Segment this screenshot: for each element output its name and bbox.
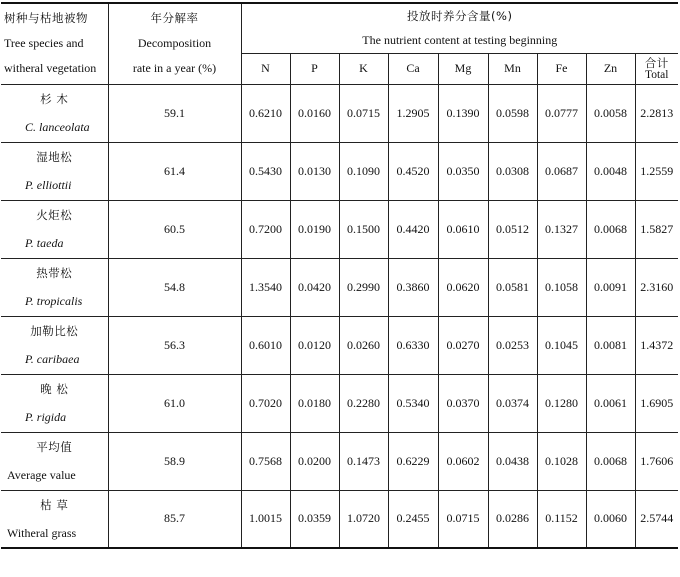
species-name-cell (1, 258, 108, 316)
element-header: Fe (537, 53, 586, 84)
nutrient-value-cell: 0.1327 (537, 200, 586, 258)
nutrient-value-cell: 0.0270 (438, 316, 488, 374)
nutrient-value-cell: 0.1500 (339, 200, 388, 258)
table-row (1, 374, 678, 432)
total-value-cell: 1.4372 (635, 316, 678, 374)
decomposition-rate-cell: 60.5 (108, 200, 241, 258)
species-header-en2: witheral vegetation (4, 61, 97, 76)
nutrient-value-cell: 0.0602 (438, 432, 488, 490)
nutrient-value-cell: 0.0286 (488, 490, 537, 548)
nutrient-value-cell: 1.0015 (241, 490, 290, 548)
nutrient-value-cell: 0.4420 (388, 200, 438, 258)
decomposition-rate-cell: 56.3 (108, 316, 241, 374)
element-header: Ca (388, 53, 438, 84)
nutrient-value-cell: 0.0160 (290, 84, 339, 142)
nutrient-value-cell: 0.6330 (388, 316, 438, 374)
nutrient-value-cell: 0.0068 (586, 432, 635, 490)
species-name-en: P. taeda (25, 236, 64, 250)
species-header-en1: Tree species and (4, 36, 84, 51)
nutrient-value-cell: 0.0190 (290, 200, 339, 258)
table-row (1, 316, 678, 374)
species-name-en: P. tropicalis (25, 294, 83, 308)
nutrient-value-cell: 0.0130 (290, 142, 339, 200)
rate-header-en2: rate in a year (%) (132, 61, 217, 76)
nutrient-header-cn: 投放时养分含量(%) (241, 3, 678, 28)
nutrient-value-cell: 0.7200 (241, 200, 290, 258)
species-name-en: P. caribaea (25, 352, 80, 366)
species-name-en: Witheral grass (7, 525, 77, 540)
species-name-cell (1, 432, 108, 490)
nutrient-value-cell: 0.0253 (488, 316, 537, 374)
nutrient-value-cell: 0.0068 (586, 200, 635, 258)
nutrient-value-cell: 0.0777 (537, 84, 586, 142)
nutrient-value-cell: 0.2455 (388, 490, 438, 548)
decomposition-rate-cell: 59.1 (108, 84, 241, 142)
nutrient-value-cell: 0.0120 (290, 316, 339, 374)
species-name-cn: 热带松 (36, 266, 73, 280)
nutrient-value-cell: 0.1058 (537, 258, 586, 316)
table-row (1, 258, 678, 316)
nutrient-value-cell: 0.0687 (537, 142, 586, 200)
species-name-cell (1, 490, 108, 548)
nutrient-value-cell: 0.1152 (537, 490, 586, 548)
decomposition-rate-cell: 61.0 (108, 374, 241, 432)
element-header: K (339, 53, 388, 84)
total-value-cell: 2.3160 (635, 258, 678, 316)
nutrient-value-cell: 0.0260 (339, 316, 388, 374)
nutrient-value-cell: 0.0370 (438, 374, 488, 432)
total-header-cn: 合计 (644, 55, 669, 70)
species-header-cn: 树种与枯地被物 (4, 11, 88, 26)
total-value-cell: 1.6905 (635, 374, 678, 432)
nutrient-value-cell: 0.7568 (241, 432, 290, 490)
decomposition-rate-cell: 61.4 (108, 142, 241, 200)
species-name-en: P. rigida (25, 410, 67, 424)
nutrient-value-cell: 0.3860 (388, 258, 438, 316)
nutrient-header-en: The nutrient content at testing beginning (241, 28, 678, 53)
nutrient-value-cell: 0.6210 (241, 84, 290, 142)
total-value-cell: 1.7606 (635, 432, 678, 490)
species-name-en: Average value (7, 468, 76, 482)
table-row (1, 200, 678, 258)
nutrient-value-cell: 0.0420 (290, 258, 339, 316)
species-name-en: C. lanceolata (25, 120, 90, 134)
nutrient-value-cell: 0.0715 (438, 490, 488, 548)
nutrient-value-cell: 0.0715 (339, 84, 388, 142)
table-body (1, 3, 678, 548)
nutrient-value-cell: 0.6229 (388, 432, 438, 490)
total-value-cell: 1.5827 (635, 200, 678, 258)
table-wrapper (1, 2, 678, 549)
total-value-cell: 2.5744 (635, 490, 678, 548)
decomposition-rate-cell: 54.8 (108, 258, 241, 316)
species-name-cn: 平均值 (36, 440, 73, 454)
nutrient-value-cell: 0.1090 (339, 142, 388, 200)
nutrient-value-cell: 0.0374 (488, 374, 537, 432)
element-header: Zn (586, 53, 635, 84)
species-name-cell (1, 200, 108, 258)
nutrient-value-cell: 0.0200 (290, 432, 339, 490)
table-row (1, 142, 678, 200)
nutrient-value-cell: 0.0091 (586, 258, 635, 316)
element-header: P (290, 53, 339, 84)
nutrient-table (1, 2, 678, 549)
species-name-cell (1, 142, 108, 200)
table-row (1, 84, 678, 142)
species-name-cell (1, 374, 108, 432)
nutrient-value-cell: 1.3540 (241, 258, 290, 316)
species-name-cn: 加勒比松 (30, 324, 79, 338)
species-name-cell (1, 316, 108, 374)
species-header (1, 3, 108, 84)
nutrient-value-cell: 0.0308 (488, 142, 537, 200)
nutrient-value-cell: 0.0058 (586, 84, 635, 142)
nutrient-value-cell: 0.0438 (488, 432, 537, 490)
nutrient-value-cell: 0.1045 (537, 316, 586, 374)
total-header-en: Total (645, 68, 669, 81)
table-row (1, 432, 678, 490)
nutrient-value-cell: 0.0350 (438, 142, 488, 200)
element-header: Mn (488, 53, 537, 84)
nutrient-value-cell: 0.1390 (438, 84, 488, 142)
element-header: Mg (438, 53, 488, 84)
nutrient-value-cell: 0.2990 (339, 258, 388, 316)
rate-header-cn: 年分解率 (150, 11, 199, 26)
total-header (635, 53, 678, 84)
nutrient-value-cell: 0.0598 (488, 84, 537, 142)
nutrient-value-cell: 0.0061 (586, 374, 635, 432)
nutrient-value-cell: 0.0512 (488, 200, 537, 258)
nutrient-value-cell: 0.0359 (290, 490, 339, 548)
rate-header-en1: Decomposition (137, 36, 212, 51)
species-name-cell (1, 84, 108, 142)
decomposition-rate-cell: 85.7 (108, 490, 241, 548)
nutrient-value-cell: 0.5340 (388, 374, 438, 432)
total-value-cell: 2.2813 (635, 84, 678, 142)
nutrient-value-cell: 1.0720 (339, 490, 388, 548)
nutrient-value-cell: 0.0048 (586, 142, 635, 200)
element-header: N (241, 53, 290, 84)
nutrient-value-cell: 0.4520 (388, 142, 438, 200)
nutrient-value-cell: 0.0581 (488, 258, 537, 316)
total-value-cell: 1.2559 (635, 142, 678, 200)
species-name-cn: 晚 松 (40, 382, 69, 396)
nutrient-value-cell: 0.1028 (537, 432, 586, 490)
nutrient-value-cell: 0.5430 (241, 142, 290, 200)
nutrient-value-cell: 0.6010 (241, 316, 290, 374)
nutrient-value-cell: 0.0180 (290, 374, 339, 432)
species-name-cn: 杉 木 (40, 92, 69, 106)
species-name-en: P. elliottii (25, 178, 72, 192)
table-row (1, 490, 678, 548)
nutrient-value-cell: 0.0610 (438, 200, 488, 258)
species-name-cn: 火炬松 (36, 208, 73, 222)
nutrient-value-cell: 0.0060 (586, 490, 635, 548)
nutrient-value-cell: 0.7020 (241, 374, 290, 432)
species-name-cn: 湿地松 (36, 150, 73, 164)
species-name-cn: 枯 草 (40, 497, 69, 512)
nutrient-value-cell: 0.1473 (339, 432, 388, 490)
decomposition-rate-cell: 58.9 (108, 432, 241, 490)
nutrient-value-cell: 0.2280 (339, 374, 388, 432)
nutrient-value-cell: 0.0081 (586, 316, 635, 374)
rate-header (108, 3, 241, 84)
nutrient-value-cell: 1.2905 (388, 84, 438, 142)
nutrient-value-cell: 0.0620 (438, 258, 488, 316)
nutrient-value-cell: 0.1280 (537, 374, 586, 432)
